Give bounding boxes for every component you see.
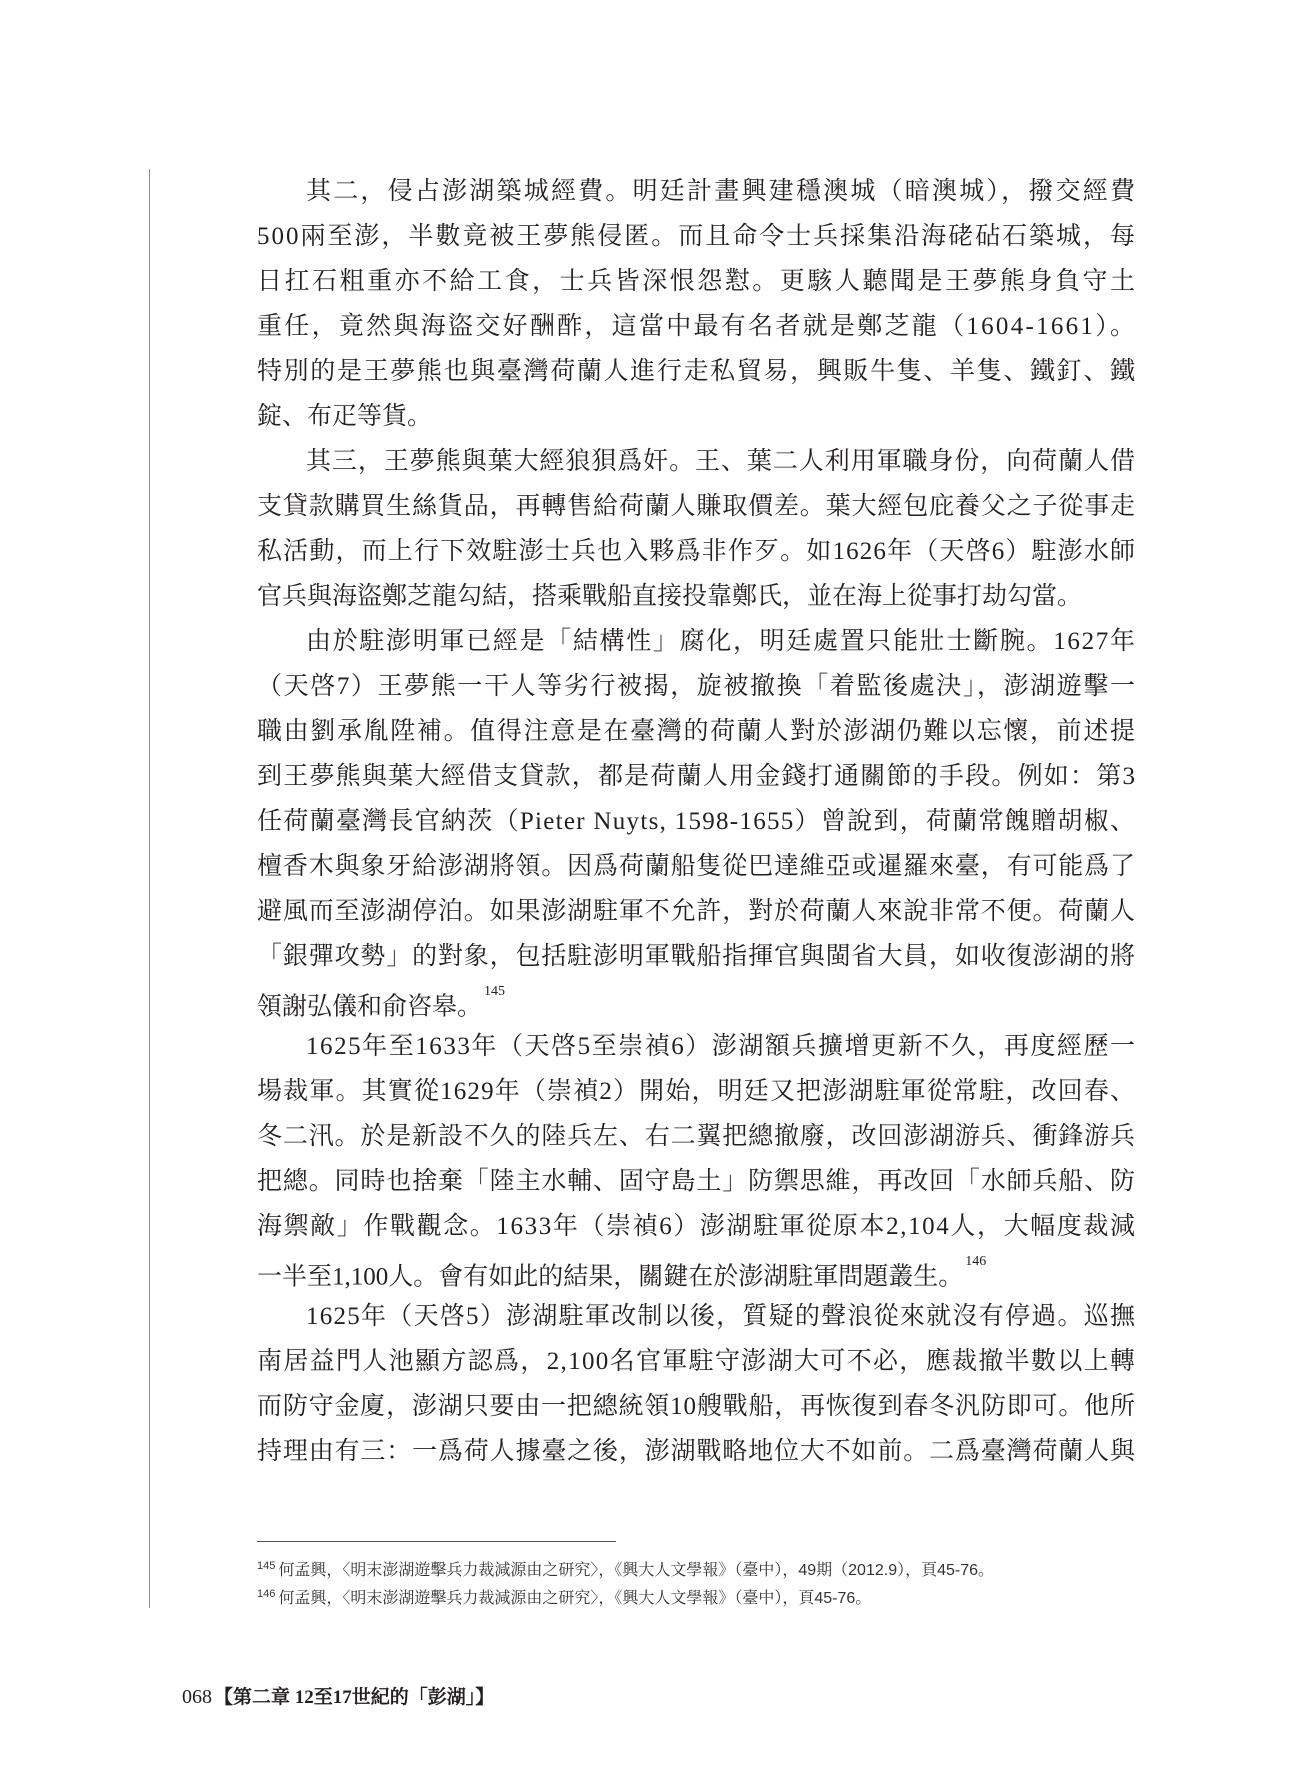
text-line: 500兩至澎，半數竟被王夢熊侵匿。而且命令士兵採集沿海硓砧石築城，每	[257, 223, 1137, 250]
text-line: 任荷蘭臺灣長官納茨（Pieter Nuyts, 1598-1655）曾說到，荷蘭常餽贈胡椒、	[257, 808, 1137, 835]
text-line	[257, 979, 1135, 1024]
paragraph	[257, 619, 1135, 1024]
text-line: 支貸款購買生絲貨品，再轉售給荷蘭人賺取價差。葉大經包庇養父之子從事走	[257, 493, 1136, 520]
paragraph	[257, 439, 1135, 619]
text-line: 檀香木與象牙給澎湖將領。因爲荷蘭船隻從巴達維亞或暹羅來臺，有可能爲了	[257, 853, 1136, 880]
text-line: 私活動，而上行下效駐澎士兵也入夥爲非作歹。如1626年（天啓6）駐澎水師	[257, 538, 1137, 565]
paragraph	[257, 1024, 1135, 1294]
text-line: 場裁軍。其實從1629年（崇禎2）開始，明廷又把澎湖駐軍從常駐，改回春、	[257, 1078, 1137, 1105]
footnote-number: 146	[257, 1588, 276, 1600]
text-line: 「銀彈攻勢」的對象，包括駐澎明軍戰船指揮官與閩省大員，如收復澎湖的將	[257, 943, 1136, 970]
footnote-ref: 146	[965, 1254, 987, 1269]
text-line: 海禦敵」作戰觀念。1633年（崇禎6）澎湖駐軍從原本2,104人，大幅度裁減	[257, 1213, 1137, 1240]
paragraph	[257, 169, 1138, 439]
text-line: 日扛石粗重亦不給工食，士兵皆深恨怨懟。更駭人聽聞是王夢熊身負守土	[257, 268, 1138, 295]
text-line: 由於駐澎明軍已經是「結構性」腐化，明廷處置只能壯士斷腕。1627年	[306, 628, 1137, 655]
running-head: 【第二章 12至17世紀的「彭湖」】	[214, 1687, 495, 1708]
footnote-number: 145	[257, 1560, 276, 1572]
text-line: 職由劉承胤陞補。值得注意是在臺灣的荷蘭人對於澎湖仍難以忘懷，前述提	[257, 718, 1137, 745]
page-footer	[182, 1684, 494, 1710]
line-text: 領謝弘儀和俞咨皋。	[257, 993, 483, 1021]
text-line: 特別的是王夢熊也與臺灣荷蘭人進行走私貿易，興販牛隻、羊隻、鐵釘、鐵	[257, 358, 1137, 385]
text-line: 其二，侵占澎湖築城經費。明廷計畫興建穩澳城（暗澳城），撥交經費	[306, 178, 1138, 205]
text-line: 南居益門人池顯方認爲，2,100名官軍駐守澎湖大可不必，應裁撤半數以上轉	[257, 1348, 1137, 1375]
line-text: 一半至1,100人。會有如此的結果，關鍵在於澎湖駐軍問題叢生。	[257, 1263, 964, 1291]
text-line	[257, 1249, 1135, 1294]
paragraph	[257, 1294, 1135, 1474]
page-number: 068	[182, 1686, 212, 1708]
footnote-separator	[257, 1541, 616, 1542]
text-line: 官兵與海盜鄭芝龍勾結，搭乘戰船直接投靠鄭氏，並在海上從事打劫勾當。	[257, 583, 1083, 610]
text-line: 把總。同時也捨棄「陸主水輔、固守島土」防禦思維，再改回「水師兵船、防	[257, 1168, 1136, 1195]
text-line: 到王夢熊與葉大經借支貸款，都是荷蘭人用金錢打通關節的手段。例如：第3	[257, 763, 1137, 790]
text-line: 避風而至澎湖停泊。如果澎湖駐軍不允許，對於荷蘭人來說非常不便。荷蘭人	[257, 898, 1136, 925]
margin-rule	[149, 169, 150, 1608]
footnote-ref: 145	[484, 984, 506, 999]
footnote	[257, 1586, 871, 1612]
text-line: （天啓7）王夢熊一干人等劣行被揭，旋被撤換「着監後處決」，澎湖遊擊一	[257, 673, 1137, 700]
text-line: 1625年至1633年（天啓5至崇禎6）澎湖額兵擴增更新不久，再度經歷一	[306, 1033, 1137, 1060]
text-line: 1625年（天啓5）澎湖駐軍改制以後，質疑的聲浪從來就沒有停過。巡撫	[306, 1303, 1137, 1330]
text-line: 其三，王夢熊與葉大經狼狽爲奸。王、葉二人利用軍職身份，向荷蘭人借	[306, 448, 1136, 475]
body-text	[257, 169, 1138, 1474]
footnote-text: 何孟興，〈明末澎湖遊擊兵力裁減源由之研究〉，《興大人文學報》（臺中），49期（2012.9），頁45-76。	[278, 1562, 995, 1579]
text-line: 重任，竟然與海盜交好酬酢，這當中最有名者就是鄭芝龍（1604-1661）。	[257, 313, 1138, 340]
text-line: 冬二汛。於是新設不久的陸兵左、右二翼把總撤廢，改回澎湖游兵、衝鋒游兵	[257, 1123, 1136, 1150]
text-line: 持理由有三：一爲荷人據臺之後，澎湖戰略地位大不如前。二爲臺灣荷蘭人與	[257, 1438, 1136, 1465]
text-line: 而防守金廈，澎湖只要由一把總統領10艘戰船，再恢復到春冬汎防即可。他所	[257, 1393, 1136, 1420]
footnote	[257, 1558, 994, 1584]
footnote-text: 何孟興，〈明末澎湖遊擊兵力裁減源由之研究〉，《興大人文學報》（臺中），頁45-76。	[278, 1590, 872, 1607]
text-line: 錠、布疋等貨。	[257, 403, 433, 430]
